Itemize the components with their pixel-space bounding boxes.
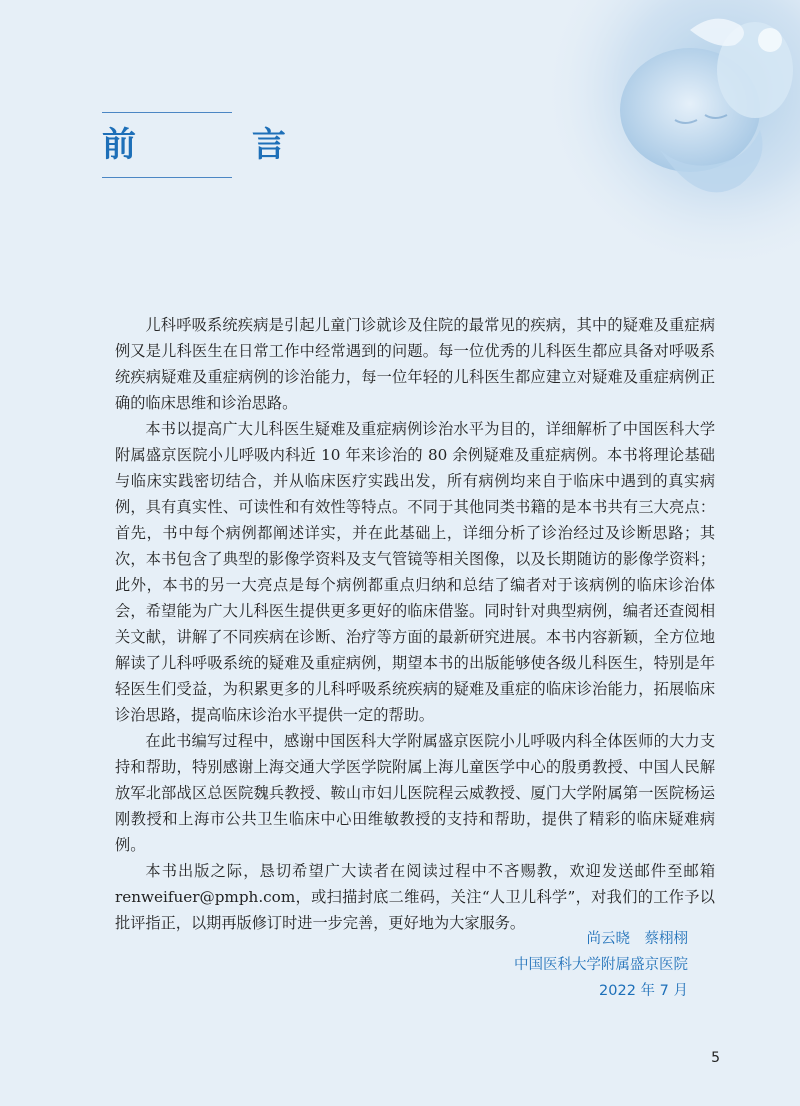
title-top-rule (102, 112, 232, 113)
preface-body (115, 312, 715, 936)
paragraph: 本书以提高广大儿科医生疑难及重症病例诊治水平为目的，详细解析了中国医科大学附属盛京医院小儿呼吸内科近 10 年来诊治的 80 余例疑难及重症病例。本书将理论基础与临床实践密切结合，并从临床医疗实践出发，所有病例均来自于临床中遇到的真实病例，具有真实性、可读性和有效性等特点。不同于其他同类书籍的是本书共有三大亮点：首先，书中每个病例都阐述详实，并在此基础上，详细分析了诊治经过及诊断思路；其次，本书包含了典型的影像学资料及支气管镜等相关图像，以及长期随访的影像学资料；此外，本书的另一大亮点是每个病例都重点归纳和总结了编者对于该病例的临床诊治体会，希望能为广大儿科医生提供更多更好的临床借鉴。同时针对典型病例，编者还查阅相关文献，讲解了不同疾病在诊断、治疗等方面的最新研究进展。本书内容新颖，全方位地解读了儿科呼吸系统的疑难及重症病例，期望本书的出版能够使各级儿科医生，特别是年轻医生们受益，为积累更多的儿科呼吸系统疾病的疑难及重症的临床诊治能力，拓展临床诊治思路，提高临床诊治水平提供一定的帮助。 (115, 420, 715, 724)
paragraph: 儿科呼吸系统疾病是引起儿童门诊就诊及住院的最常见的疾病，其中的疑难及重症病例又是儿科医生在日常工作中经常遇到的问题。每一位优秀的儿科医生都应具备对呼吸系统疾病疑难及重症病例的诊治能力，每一位年轻的儿科医生都应建立对疑难及重症病例正确的临床思维和诊治思路。 (115, 316, 715, 412)
authors: 尚云晓 蔡栩栩 (586, 931, 688, 947)
sleeping-baby-illustration (540, 0, 800, 260)
paragraph: 本书出版之际，恳切希望广大读者在阅读过程中不吝赐教，欢迎发送邮件至邮箱 renweifuer@pmph.com，或扫描封底二维码，关注“人卫儿科学”，对我们的工作予以批评指正，以期再版修订时进一步完善，更好地为大家服务。 (115, 862, 715, 932)
paragraph: 在此书编写过程中，感谢中国医科大学附属盛京医院小儿呼吸内科全体医师的大力支持和帮助，特别感谢上海交通大学医学院附属上海儿童医学中心的殷勇教授、中国人民解放军北部战区总医院魏兵教授、鞍山市妇儿医院程云威教授、厦门大学附属第一医院杨运刚教授和上海市公共卫生临床中心田维敏教授的支持和帮助，提供了精彩的临床疑难病例。 (115, 732, 715, 854)
title-bottom-rule (102, 177, 232, 178)
signature-block (514, 926, 688, 1004)
page-number: 5 (711, 1050, 720, 1066)
page-title: 前 言 (102, 125, 338, 165)
title-block (102, 112, 338, 178)
date: 2022 年 7 月 (599, 983, 688, 999)
institution: 中国医科大学附属盛京医院 (514, 957, 688, 973)
